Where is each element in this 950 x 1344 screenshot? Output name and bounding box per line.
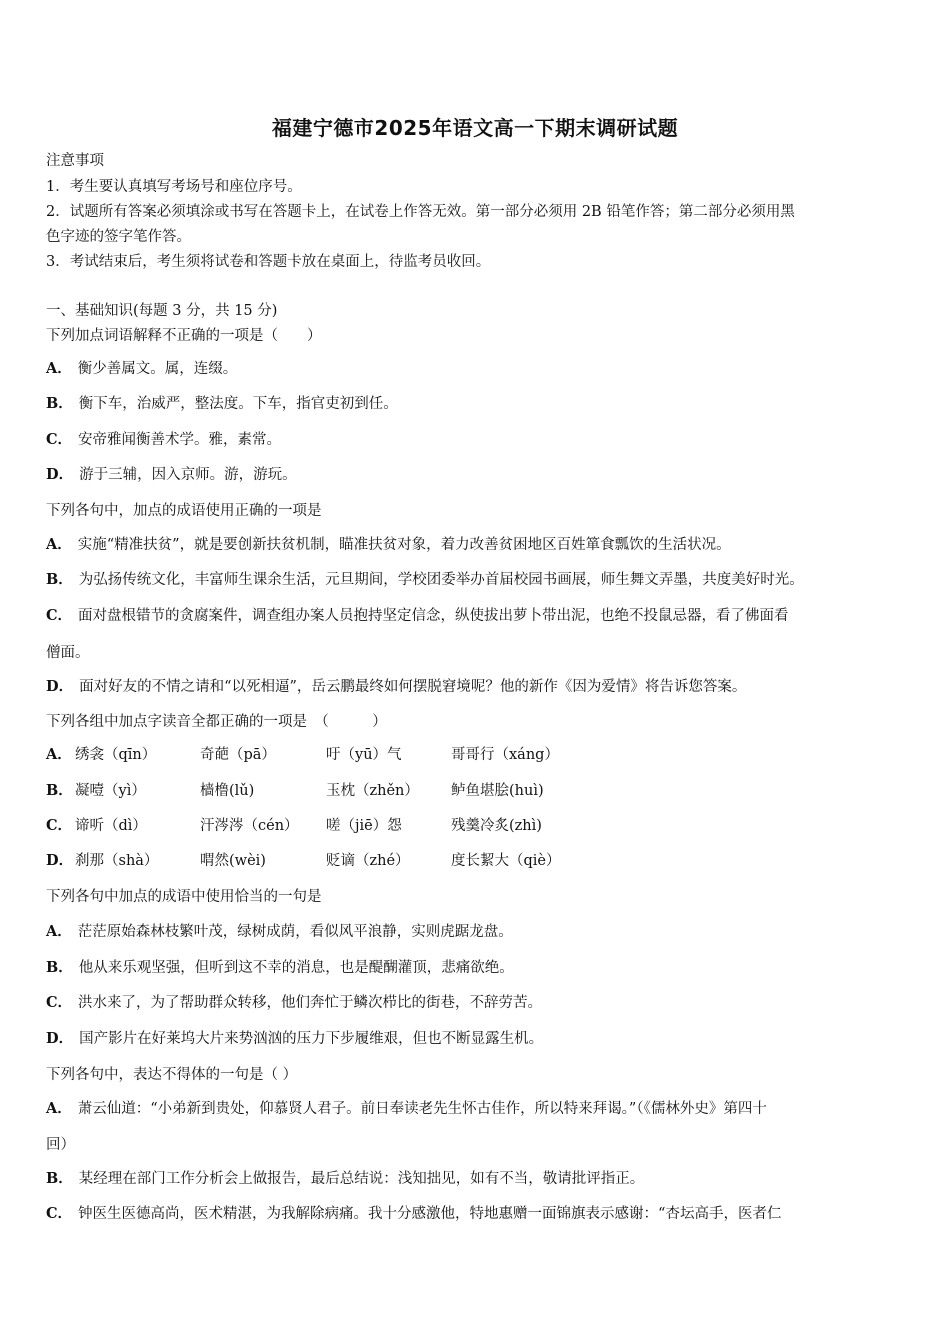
- option-text: 为弘扬传统文化，丰富师生课余生活，元旦期间，学校团委举办首届校园书画展，师生舞文弄墨，共度美好时光。: [78, 572, 804, 588]
- notice-item: 3．考试结束后，考生须将试卷和答题卡放在桌面上，待监考员收回。: [46, 254, 491, 270]
- question-stem: 下列各句中加点的成语中使用恰当的一句是: [46, 889, 322, 905]
- option-text: 国产影片在好莱坞大片来势汹汹的压力下步履维艰，但也不断显露生机。: [79, 1031, 544, 1047]
- option-text: 衡少善属文。属，连缀。: [77, 361, 238, 377]
- pinyin-cell: 凝噎（yì）: [75, 783, 146, 799]
- pinyin-cell: 谛听（dì）: [75, 818, 147, 834]
- pinyin-cell: 度长絜大（qiè）: [451, 853, 561, 869]
- notice-heading: 注意事项: [46, 153, 104, 169]
- question-stem: 下列各句中，表达不得体的一句是（ ）: [46, 1067, 298, 1083]
- pinyin-cell: 吁（yū）气: [326, 747, 402, 763]
- option-text: 洪水来了，为了帮助群众转移，他们奔忙于鳞次栉比的街巷，不辞劳苦。: [78, 995, 543, 1011]
- question-stem: 下列各组中加点字读音全都正确的一项是 （ ）: [46, 714, 387, 730]
- option-label: D．: [46, 1030, 74, 1047]
- option-text: 游于三辅，因入京师。游，游玩。: [79, 467, 297, 483]
- option-text: 某经理在部门工作分析会上做报告，最后总结说：浅知拙见，如有不当，敬请批评指正。: [78, 1171, 645, 1187]
- option-label: B．: [46, 959, 73, 976]
- option-label: B．: [46, 395, 73, 412]
- option-label: B．: [46, 782, 73, 799]
- option-label: D．: [46, 852, 74, 869]
- option-row: [46, 1169, 644, 1189]
- option-row: [46, 993, 542, 1013]
- pinyin-cell: 贬谪（zhé）: [326, 853, 410, 869]
- option-text: 萧云仙道：“小弟新到贵处，仰慕贤人君子。前日奉读老先生怀古佳作，所以特来拜谒。”（《儒林外史》第四十: [77, 1101, 767, 1117]
- pinyin-cell: 玉枕（zhěn）: [326, 783, 419, 799]
- pinyin-cell: 喟然(wèi): [200, 853, 266, 869]
- option-row: [46, 465, 297, 485]
- option-row: [46, 535, 731, 555]
- pinyin-cell: 嗟（jiē）怨: [326, 818, 402, 834]
- question-stem: 下列各句中，加点的成语使用正确的一项是: [46, 503, 322, 519]
- option-row: [46, 430, 281, 450]
- option-label: A．: [46, 923, 72, 940]
- option-text: 面对好友的不情之请和“以死相逼”，岳云鹏最终如何摆脱窘境呢？他的新作《因为爱情》将告诉您答案。: [79, 679, 747, 695]
- option-row: [46, 359, 237, 379]
- pinyin-cell: 汗涔涔（cén）: [200, 818, 299, 834]
- pinyin-cell: 奇葩（pā）: [200, 747, 276, 763]
- pinyin-cell: 哥哥行（xáng）: [451, 747, 559, 763]
- pinyin-cell: 樯橹(lǔ): [200, 783, 255, 799]
- pinyin-cell: 鲈鱼堪脍(huì): [451, 783, 544, 799]
- option-row: [46, 1099, 767, 1119]
- option-text: 面对盘根错节的贪腐案件，调查组办案人员抱持坚定信念，纵使拔出萝卜带出泥，也绝不投鼠忌器，看了佛面看: [78, 608, 789, 624]
- option-row: [46, 1029, 543, 1049]
- notice-item: 1．考生要认真填写考场号和座位序号。: [46, 179, 302, 195]
- option-label: A．: [46, 536, 72, 553]
- option-label: A．: [46, 746, 72, 763]
- question-stem: 下列加点词语解释不正确的一项是（ ）: [46, 328, 322, 344]
- option-text: 衡下车，治威严，整法度。下车，指官吏初到任。: [78, 396, 398, 412]
- option-row: [46, 1204, 781, 1224]
- pinyin-cell: 残羹冷炙(zhì): [451, 818, 542, 834]
- option-continuation: 僧面。: [46, 645, 90, 661]
- option-text: 茫茫原始森林枝繁叶茂，绿树成荫，看似风平浪静，实则虎踞龙盘。: [77, 924, 513, 940]
- option-row: [46, 570, 804, 590]
- option-label: D．: [46, 678, 74, 695]
- option-text: 钟医生医德高尚，医术精湛，为我解除病痛。我十分感激他，特地惠赠一面锦旗表示感谢：“杏坛高手，医者仁: [78, 1206, 782, 1222]
- option-row: [46, 606, 789, 626]
- option-label: C．: [46, 817, 73, 834]
- option-label: A．: [46, 360, 72, 377]
- option-label: D．: [46, 466, 74, 483]
- notice-item: 2．试题所有答案必须填涂或书写在答题卡上，在试卷上作答无效。第一部分必须用 2B 铅笔作答；第二部分必须用黑: [46, 204, 795, 220]
- page-title: 福建宁德市2025年语文高一下期末调研试题: [271, 116, 679, 140]
- option-row: [46, 922, 513, 942]
- option-label: C．: [46, 431, 73, 448]
- option-text: 实施“精准扶贫”，就是要创新扶贫机制，瞄准扶贫对象，着力改善贫困地区百姓箪食瓢饮的生活状况。: [77, 537, 731, 553]
- option-label: C．: [46, 607, 73, 624]
- option-row: [46, 394, 398, 414]
- option-row: [46, 677, 746, 697]
- option-continuation: 回）: [46, 1137, 75, 1153]
- option-text: 他从来乐观坚强，但听到这不幸的消息，也是醍醐灌顶，悲痛欲绝。: [78, 960, 514, 976]
- option-text: 安帝雅闻衡善术学。雅，素常。: [78, 432, 282, 448]
- option-row: [46, 958, 514, 978]
- section-heading: 一、基础知识(每题 3 分，共 15 分): [46, 303, 278, 319]
- option-label: B．: [46, 571, 73, 588]
- pinyin-cell: 刹那（shà）: [75, 853, 159, 869]
- option-label: C．: [46, 1205, 73, 1222]
- notice-item: 色字迹的签字笔作答。: [46, 229, 191, 245]
- option-label: A．: [46, 1100, 72, 1117]
- pinyin-cell: 绣衾（qīn）: [75, 747, 157, 763]
- option-label: B．: [46, 1170, 73, 1187]
- option-label: C．: [46, 994, 73, 1011]
